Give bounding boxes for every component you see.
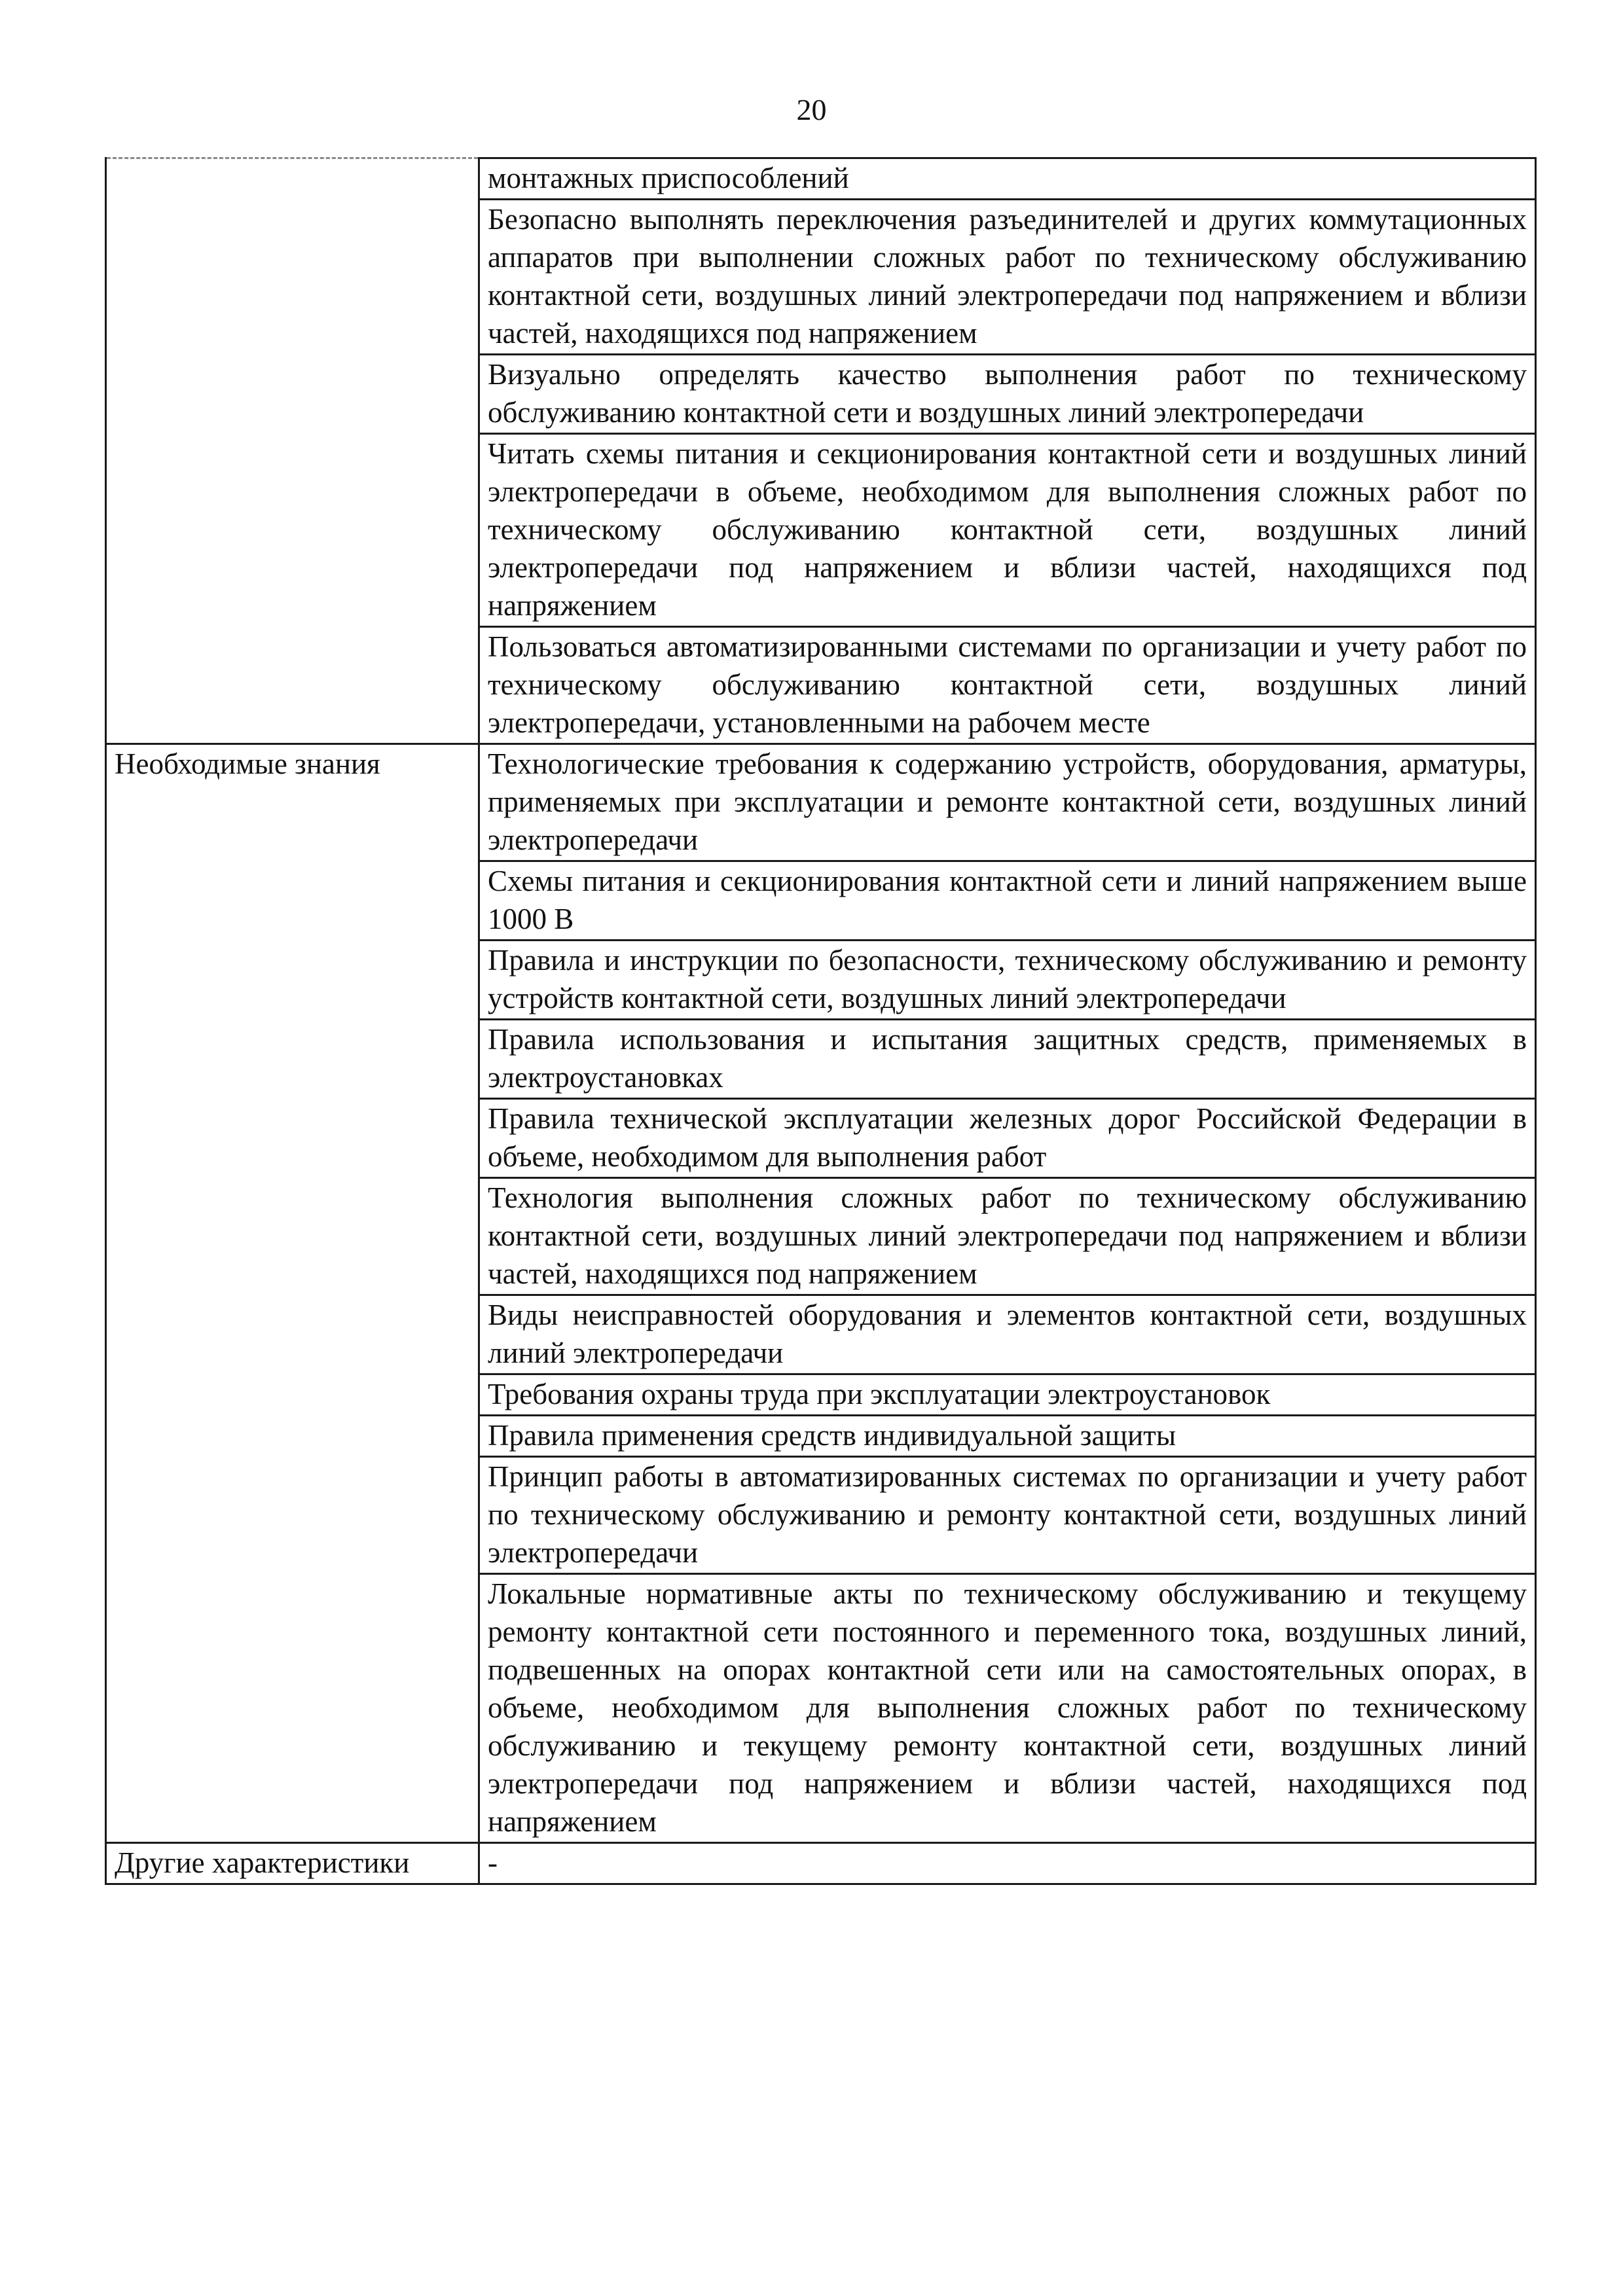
knowledge-entry: Виды неисправностей оборудования и элементов контактной сети, воздушных линий электропередачи (479, 1295, 1536, 1374)
skill-entry: Читать схемы питания и секционирования контактной сети и воздушных линий электропередачи в объеме, необходимом для выполнения сложных работ по техническому обслуживанию контактной сети, воздушных линий электропередачи под напряжением и вблизи частей, находящихся под напряжением (479, 434, 1536, 627)
skill-entry: монтажных приспособлений (479, 158, 1536, 200)
knowledge-entry: Локальные нормативные акты по техническому обслуживанию и текущему ремонту контактной сети постоянного и переменного тока, воздушных линий, подвешенных на опорах контактной сети или на самостоятельных опорах, в объеме, необходимом для выполнения сложных работ по техническому обслуживанию и текущему ремонту контактной сети, воздушных линий электропередачи под напряжением и вблизи частей, находящихся под напряжением (479, 1574, 1536, 1843)
knowledge-entry: Требования охраны труда при эксплуатации электроустановок (479, 1374, 1536, 1416)
skill-entry: Пользоваться автоматизированными системами по организации и учету работ по техническому обслуживанию контактной сети, воздушных линий электропередачи, установленными на рабочем месте (479, 627, 1536, 744)
other-label: Другие характеристики (106, 1843, 479, 1884)
page-number: 20 (796, 93, 827, 126)
skill-entry: Безопасно выполнять переключения разъединителей и других коммутационных аппаратов при выполнении сложных работ по техническому обслуживанию контактной сети, воздушных линий электропередачи под напряжением и вблизи частей, находящихся под напряжением (479, 200, 1536, 355)
skill-entry: Визуально определять качество выполнения работ по техническому обслуживанию контактной сети и воздушных линий электропередачи (479, 355, 1536, 434)
knowledge-entry: Технологические требования к содержанию устройств, оборудования, арматуры, применяемых при эксплуатации и ремонте контактной сети, воздушных линий электропередачи (479, 744, 1536, 861)
other-value: - (479, 1843, 1536, 1884)
table-row (106, 158, 1536, 200)
qualification-table (105, 157, 1537, 1885)
knowledge-entry: Технология выполнения сложных работ по техническому обслуживанию контактной сети, воздушных линий электропередачи под напряжением и вблизи частей, находящихся под напряжением (479, 1178, 1536, 1295)
knowledge-label: Необходимые знания (106, 744, 479, 1843)
knowledge-entry: Правила технической эксплуатации железных дорог Российской Федерации в объеме, необходимом для выполнения работ (479, 1099, 1536, 1178)
knowledge-entry: Схемы питания и секционирования контактной сети и линий напряжением выше 1000 В (479, 861, 1536, 941)
knowledge-entry: Правила использования и испытания защитных средств, применяемых в электроустановках (479, 1020, 1536, 1099)
knowledge-entry: Правила применения средств индивидуальной защиты (479, 1416, 1536, 1457)
table-row (106, 1843, 1536, 1884)
knowledge-entry: Правила и инструкции по безопасности, техническому обслуживанию и ремонту устройств контактной сети, воздушных линий электропередачи (479, 941, 1536, 1020)
knowledge-entry: Принцип работы в автоматизированных системах по организации и учету работ по техническому обслуживанию и ремонту контактной сети, воздушных линий электропередачи (479, 1457, 1536, 1574)
table-row (106, 744, 1536, 861)
skills-label-cell (106, 158, 479, 744)
